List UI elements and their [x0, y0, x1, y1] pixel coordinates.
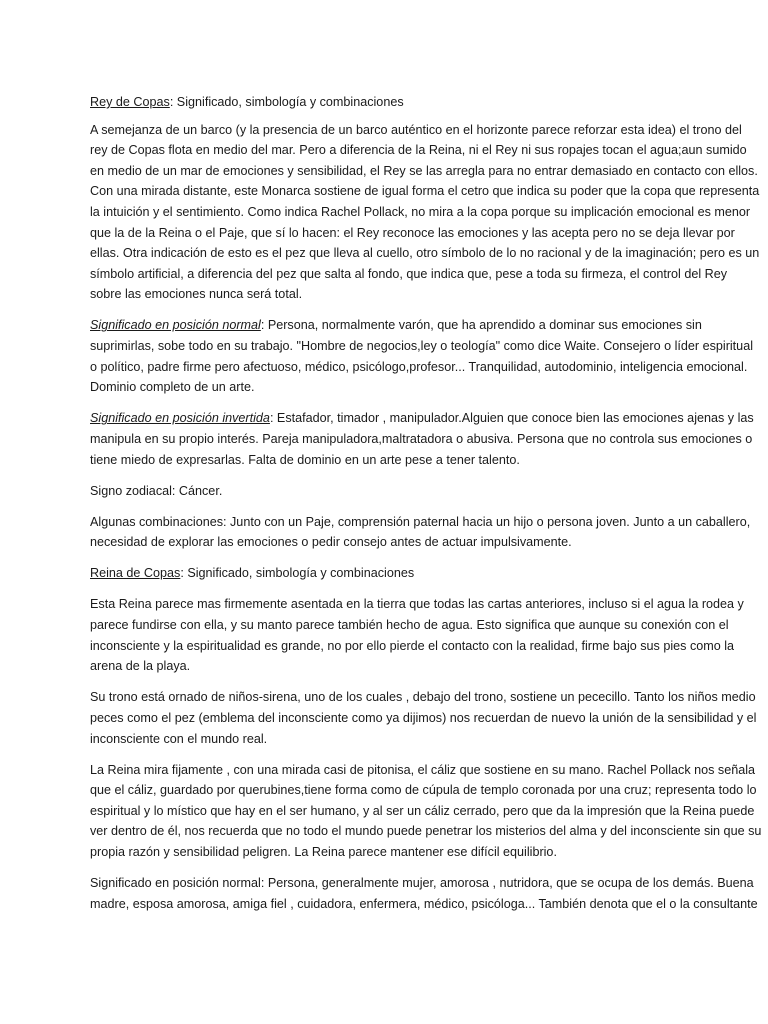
reina-paragraph-grounded: Esta Reina parece mas firmemente asentada en la tierra que todas las cartas anteriores, incluso si el agua la rodea y parece fundirse con ella, y su manto parece también hecho de agua. Esto significa que aunque su conexión con el inconsciente y la espiritualidad es grande, no por ello pierde el contacto con la realidad, firme bajo sus pies como la arena de la playa.: [90, 597, 744, 674]
rey-inverted-meaning: [90, 408, 762, 470]
rey-combinations: Algunas combinaciones: Junto con un Paje, comprensión paternal hacia un hijo o persona joven. Junto a un caballero, necesidad de explorar las emociones o pedir consejo antes de actuar impulsivamente.: [90, 514, 751, 550]
rey-normal-meaning: [90, 315, 762, 397]
reina-normal-meaning: Significado en posición normal: Persona, generalmente mujer, amorosa , nutridora, que se ocupa de los demás. Buena madre, esposa amorosa, amiga fiel , cuidadora, enfermera, médico, psicóloga... También denota que el o la consultante: [90, 876, 758, 911]
rey-normal-label: Significado en posición normal: [90, 318, 261, 333]
reina-heading-rest: : Significado, simbología y combinaciones: [180, 566, 415, 581]
reina-paragraph-chalice: La Reina mira fijamente , con una mirada casi de pitonisa, el cáliz que sostiene en su mano. Rachel Pollack nos señala que el cáliz, guardado por querubines,tiene forma como de cúpula de templo coronada por una cruz; representa todo lo espiritual y lo místico que hay en el ser humano, y al ser un cáliz cerrado, pero que da la impresión que la Reina puede ver dentro de él, nos recuerda que no todo el mundo puede penetrar los misterios del alma y del inconsciente sin que su propia razón y sensibilidad peligren. La Reina parece mantener ese difícil equilibrio.: [90, 762, 762, 859]
rey-inverted-text: : Estafador, timador , manipulador.Alguien que conoce bien las emociones ajenas y las manipula en su propio interés. Pareja manipuladora,maltratadora o abusiva. Persona que no controla sus emociones o tiene miedo de expresarlas. Falta de dominio en un arte pese a tener talento.: [90, 411, 754, 467]
reina-paragraph-throne: Su trono está ornado de niños-sirena, uno de los cuales , debajo del trono, sostiene un pececillo. Tanto los niños medio peces como el pez (emblema del inconsciente como ya dijimos) nos recuerdan de nuevo la unión de la sensibilidad y el inconsciente con el mundo real.: [90, 690, 757, 746]
rey-zodiac-sign: Signo zodiacal: Cáncer.: [90, 483, 223, 498]
reina-title: Reina de Copas: [90, 566, 181, 581]
rey-inverted-label: Significado en posición invertida: [90, 411, 270, 426]
rey-paragraph-symbolism: A semejanza de un barco (y la presencia de un barco auténtico en el horizonte parece reforzar esta idea) el trono del rey de Copas flota en medio del mar. Pero a diferencia de la Reina, ni el Rey ni sus ropajes tocan el agua;aun sumido en medio de un mar de emociones y sensibilidad, el Rey se las arregla para no entrar demasiado en contacto con ellos. Con una mirada distante, este Monarca sostiene de igual forma el cetro que indica su poder que la copa que representa la intuición y el sentimiento. Como indica Rachel Pollack, no mira a la copa porque su implicación emocional es menor que la de la Reina o el Paje, que sí lo hacen: el Rey reconoce las emociones y las acepta pero no se deja llevar por ellas. Otra indicación de esto es el pez que lleva al cuello, otro símbolo de lo no racional y de la imaginación; pero es un símbolo artificial, a diferencia del pez que salta al fondo, que indica que, pese a toda su firmeza, el control del Rey sobre las emociones nunca será total.: [90, 122, 760, 302]
rey-normal-text: : Persona, normalmente varón, que ha aprendido a dominar sus emociones sin suprimirlas, sobe todo en su trabajo. "Hombre de negocios,ley o teología" como dice Waite. Consejero o líder espiritual o político, padre firme pero afectuoso, médico, psicólogo,profesor... Tranquilidad, autodominio, inteligencia emocional. Dominio completo de un arte.: [90, 318, 753, 395]
document-page: [90, 92, 762, 925]
rey-heading-rest: : Significado, simbología y combinaciones: [169, 95, 404, 109]
rey-title: Rey de Copas: [90, 95, 170, 109]
reina-heading: [90, 563, 762, 584]
rey-heading: [90, 92, 762, 113]
